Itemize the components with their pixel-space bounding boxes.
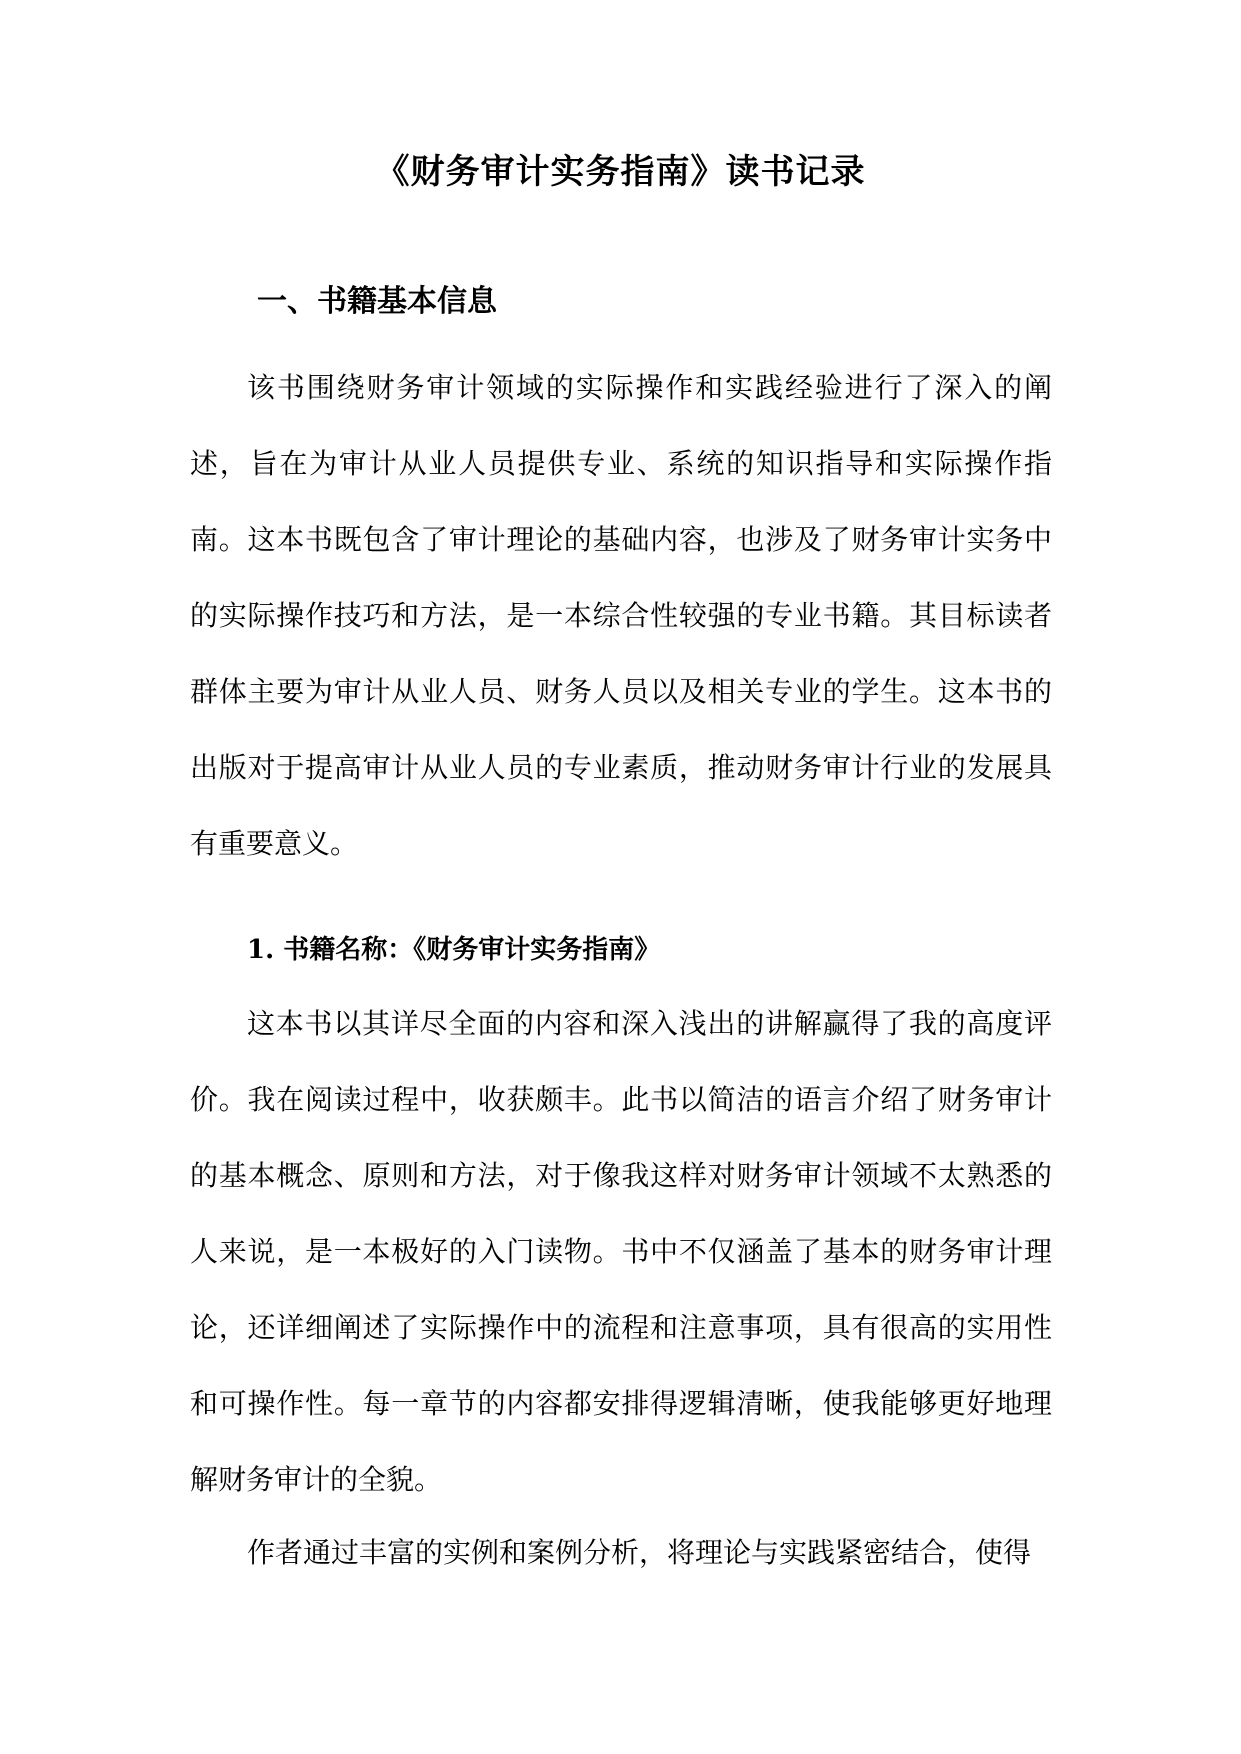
- section-heading-basic-info: 一、书籍基本信息: [257, 284, 497, 319]
- subsection-heading-book-name: 1. 书籍名称：《财务审计实务指南》: [247, 935, 661, 965]
- document-title: 《财务审计实务指南》读书记录: [375, 152, 866, 192]
- review-paragraph: 这本书以其详尽全面的内容和深入浅出的讲解赢得了我的高度评价。我在阅读过程中，收获颇丰。此书以简洁的语言介绍了财务审计的基本概念、原则和方法，对于像我这样对财务审计领域不太熟悉的人来说，是一本极好的入门读物。书中不仅涵盖了基本的财务审计理论，还详细阐述了实际操作中的流程和注意事项，具有很高的实用性和可操作性。每一章节的内容都安排得逻辑清晰，使我能够更好地理解财务审计的全貌。: [190, 1007, 1052, 1496]
- intro-paragraph: 该书围绕财务审计领域的实际操作和实践经验进行了深入的阐述，旨在为审计从业人员提供专业、系统的知识指导和实际操作指南。这本书既包含了审计理论的基础内容，也涉及了财务审计实务中的实际操作技巧和方法，是一本综合性较强的专业书籍。其目标读者群体主要为审计从业人员、财务人员以及相关专业的学生。这本书的出版对于提高审计从业人员的专业素质，推动财务审计行业的发展具有重要意义。: [190, 371, 1052, 860]
- continuation-paragraph: 作者通过丰富的实例和案例分析，将理论与实践紧密结合，使得: [247, 1536, 1032, 1569]
